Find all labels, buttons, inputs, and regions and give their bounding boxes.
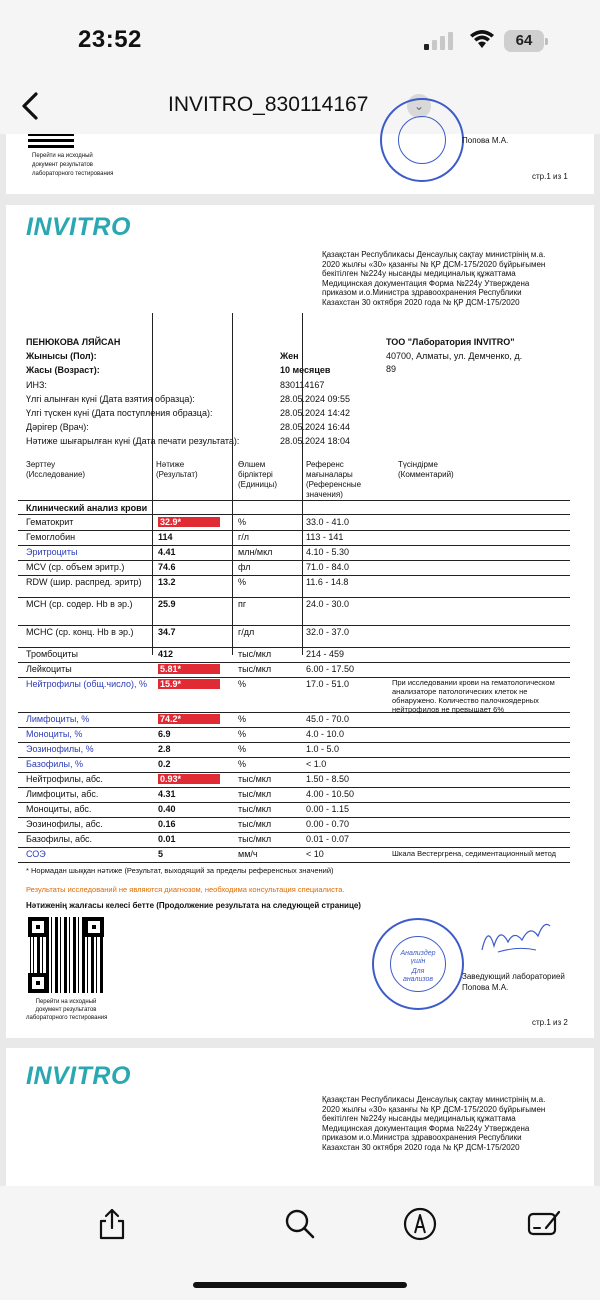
reference-range: 1.50 - 8.50: [306, 774, 350, 784]
reference-range: 214 - 459: [306, 649, 345, 659]
result-value: 15.9*: [158, 679, 220, 689]
result-value: 25.9: [158, 599, 176, 609]
header-test: Зерттеу (Исследование): [26, 460, 86, 479]
registration-text: Қазақстан Республикасы Денсаулық сақтау министрінің м.а. 2020 жылғы «30» қазанғы № ҚР ДСМ-175/2020 бұйрығымен бекітілген №224у нысанды медициналық құжаттама Медицинская документация Форма №224у Утверждена приказом и.о.Министра здравоохранения Республики Казахстан 30 октября 2020 года № ҚР ДСМ-175/2020: [322, 250, 546, 307]
chevron-down-icon[interactable]: ⌄: [407, 94, 431, 118]
row-divider: [18, 802, 570, 803]
test-name: MCH (ср. содер. Hb в эр.): [26, 599, 133, 609]
test-name: RDW (шир. распред. эритр): [26, 577, 142, 587]
test-name: Эозинофилы, абс.: [26, 819, 103, 829]
back-button[interactable]: [14, 88, 50, 124]
test-name[interactable]: Базофилы, %: [26, 759, 83, 769]
reference-range: 1.0 - 5.0: [306, 744, 340, 754]
result-value: 2.8: [158, 744, 171, 754]
inz-label: ИНЗ:: [26, 380, 47, 390]
unit: млн/мкл: [238, 547, 273, 557]
column-divider: [232, 313, 233, 655]
header-divider: [18, 500, 570, 501]
qr-caption: Перейти на исходный документ результатов лабораторного тестирования: [32, 153, 114, 177]
unit: тыс/мкл: [238, 819, 272, 829]
reference-range: 33.0 - 41.0: [306, 517, 350, 527]
unit: пг: [238, 599, 247, 609]
result-value: 0.40: [158, 804, 176, 814]
doctor-value: 28.05.2024 16:44: [280, 422, 351, 432]
unit: г/л: [238, 532, 250, 542]
row-divider: [18, 757, 570, 758]
result-value: 13.2: [158, 577, 176, 587]
page-number: стр.1 из 1: [532, 172, 568, 181]
reference-range: 17.0 - 51.0: [306, 679, 350, 689]
result-value: 34.7: [158, 627, 176, 637]
test-name[interactable]: Нейтрофилы (общ.число), %: [26, 679, 147, 689]
test-name: Лимфоциты, абс.: [26, 789, 99, 799]
unit: г/дл: [238, 627, 255, 637]
reference-range: 4.00 - 10.50: [306, 789, 355, 799]
row-divider: [18, 817, 570, 818]
signer-name: Попова М.А.: [462, 136, 509, 145]
unit: тыс/мкл: [238, 774, 272, 784]
status-bar: [0, 0, 600, 80]
invitro-logo: INVITRO: [26, 213, 131, 241]
test-name: Нейтрофилы, абс.: [26, 774, 103, 784]
reference-range: 4.10 - 5.30: [306, 547, 350, 557]
battery-indicator: 64: [504, 30, 544, 52]
markup-icon[interactable]: [402, 1206, 438, 1242]
patient-name: ПЕНЮКОВА ЛЯЙСАН: [26, 337, 121, 347]
neutrophils-comment: При исследовании крови на гематологическом анализаторе патологических клеток не обнаружено. Количество палочкоядерных нейтрофилов не превышает 6%: [392, 678, 555, 714]
unit: %: [238, 744, 247, 754]
footnote: * Нормадан шыққан нәтиже (Результат, выходящий за пределы референсных значений): [26, 866, 334, 875]
row-divider: [18, 597, 570, 598]
header-units: Өлшем бірліктері (Единицы): [238, 460, 278, 489]
clock: 23:52: [78, 26, 142, 53]
result-value: 0.16: [158, 819, 176, 829]
row-divider: [18, 832, 570, 833]
column-divider: [152, 313, 153, 655]
qr-code: [28, 134, 74, 148]
row-divider: [18, 772, 570, 773]
row-divider: [18, 575, 570, 576]
unit: %: [238, 714, 247, 724]
test-name: Гематокрит: [26, 517, 74, 527]
lab-address-line2: 89: [386, 364, 397, 374]
row-divider: [18, 560, 570, 561]
search-icon[interactable]: [282, 1206, 318, 1242]
section-divider: [18, 514, 570, 515]
unit: %: [238, 759, 247, 769]
result-value: 5.81*: [158, 664, 220, 674]
result-value: 412: [158, 649, 174, 659]
result-value: 74.6: [158, 562, 176, 572]
reference-range: 0.00 - 1.15: [306, 804, 350, 814]
taken-value: 28.05.2024 09:55: [280, 394, 351, 404]
nav-bar: [0, 80, 600, 134]
qr-code: [28, 917, 104, 993]
continued-note: Нәтиженің жалғасы келесі бетте (Продолжение результата на следующей странице): [26, 901, 361, 910]
result-value: 6.9: [158, 729, 171, 739]
unit: %: [238, 729, 247, 739]
document-title[interactable]: INVITRO_830114167: [168, 93, 369, 116]
result-value: 0.2: [158, 759, 171, 769]
signer-title: Заведующий лабораторией: [462, 972, 565, 981]
lab-address-line1: 40700, Алматы, ул. Демченко, д.: [386, 351, 523, 361]
test-name[interactable]: Лимфоциты, %: [26, 714, 90, 724]
unit: фл: [238, 562, 251, 572]
reference-range: 0.00 - 0.70: [306, 819, 350, 829]
lab-name: ТОО "Лаборатория INVITRO": [386, 337, 515, 347]
result-value: 114: [158, 532, 173, 542]
row-divider: [18, 847, 570, 848]
unit: тыс/мкл: [238, 834, 272, 844]
reference-range: 24.0 - 30.0: [306, 599, 350, 609]
reference-range: < 10: [306, 849, 324, 859]
next-page: [6, 1048, 594, 1186]
printed-label: Нәтиже шығарылған күні (Дата печати результата):: [26, 436, 240, 446]
reference-range: 4.0 - 10.0: [306, 729, 345, 739]
row-divider: [18, 662, 570, 663]
age-label: Жасы (Возраст):: [26, 365, 100, 375]
row-divider: [18, 727, 570, 728]
reference-range: 71.0 - 84.0: [306, 562, 350, 572]
test-name[interactable]: СОЭ: [26, 849, 46, 859]
unit: %: [238, 577, 247, 587]
unit: тыс/мкл: [238, 649, 272, 659]
received-value: 28.05.2024 14:42: [280, 408, 351, 418]
cellular-signal-icon: [424, 32, 458, 50]
reference-range: 45.0 - 70.0: [306, 714, 350, 724]
lab-stamp: Анализдер үшін Для анализов: [372, 918, 464, 1010]
result-value: 4.31: [158, 789, 176, 799]
result-value: 5: [158, 849, 164, 859]
signer-name: Попова М.А.: [462, 983, 509, 992]
result-value: 74.2*: [158, 714, 220, 724]
esr-comment: Шкала Вестергрена, седиментационный метод: [392, 849, 557, 858]
test-name: Тромбоциты: [26, 649, 79, 659]
unit: тыс/мкл: [238, 804, 272, 814]
test-name[interactable]: Эозинофилы, %: [26, 744, 94, 754]
test-name: Лейкоциты: [26, 664, 72, 674]
unit: тыс/мкл: [238, 664, 272, 674]
unit: %: [238, 517, 247, 527]
invitro-logo: INVITRO: [26, 1062, 131, 1090]
unit: тыс/мкл: [238, 789, 272, 799]
unit: мм/ч: [238, 849, 258, 859]
received-label: Үлгі түскен күні (Дата поступления образца):: [26, 408, 213, 418]
printed-value: 28.05.2024 18:04: [280, 436, 351, 446]
sex-label: Жынысы (Пол):: [26, 351, 97, 361]
qr-caption: Перейти на исходный документ результатов лабораторного тестирования: [26, 999, 108, 1021]
test-name: MCHC (ср. конц. Hb в эр.): [26, 627, 134, 637]
reference-range: 11.6 - 14.8: [306, 577, 349, 587]
age-value: 10 месяцев: [280, 365, 331, 375]
registration-text: Қазақстан Республикасы Денсаулық сақтау министрінің м.а. 2020 жылғы «30» қазанғы № ҚР ДСМ-175/2020 бұйрығымен бекітілген №224у нысанды медициналық құжаттама Медицинская документация Форма №224у Утверждена приказом и.о.Министра здравоохранения Республики Казахстан 30 октября 2020 года № ҚР ДСМ-175/2020: [322, 1095, 546, 1152]
reference-range: 6.00 - 17.50: [306, 664, 355, 674]
annotate-icon[interactable]: [526, 1206, 562, 1242]
test-name: MCV (ср. объем эритр.): [26, 562, 125, 572]
test-name: Базофилы, абс.: [26, 834, 93, 844]
disclaimer: Результаты исследований не являются диагнозом, необходима консультация специалиста.: [26, 885, 345, 894]
reference-range: 32.0 - 37.0: [306, 627, 350, 637]
column-divider: [302, 313, 303, 655]
row-divider: [18, 545, 570, 546]
result-value: 4.41: [158, 547, 176, 557]
row-divider: [18, 647, 570, 648]
header-reference: Референс мағыналары (Референсные значения): [306, 460, 362, 499]
taken-label: Үлгі алынған күні (Дата взятия образца):: [26, 394, 195, 404]
header-result: Нәтиже (Результат): [156, 460, 198, 479]
result-page: [6, 205, 594, 1038]
unit: %: [238, 679, 247, 689]
test-name[interactable]: Моноциты, %: [26, 729, 83, 739]
page-number: стр.1 из 2: [532, 1018, 568, 1027]
previous-page: [6, 134, 594, 194]
doctor-label: Дәрігер (Врач):: [26, 422, 89, 432]
header-comment: Түсіндірме (Комментарий): [398, 460, 454, 479]
test-name: Моноциты, абс.: [26, 804, 92, 814]
inz-value: 830114167: [280, 380, 325, 390]
row-divider: [18, 530, 570, 531]
home-indicator[interactable]: [193, 1282, 407, 1288]
row-divider: [18, 787, 570, 788]
sex-value: Жен: [280, 351, 299, 361]
signature: [478, 916, 558, 960]
result-value: 0.01: [158, 834, 176, 844]
reference-range: < 1.0: [306, 759, 327, 769]
result-value: 0.93*: [158, 774, 220, 784]
lab-stamp: [380, 98, 464, 182]
reference-range: 0.01 - 0.07: [306, 834, 350, 844]
row-divider: [18, 625, 570, 626]
reference-range: 113 - 141: [306, 532, 344, 542]
wifi-icon: [468, 28, 496, 50]
result-value: 32.9*: [158, 517, 220, 527]
section-title: Клинический анализ крови: [26, 503, 148, 513]
row-divider: [18, 862, 570, 863]
test-name[interactable]: Эритроциты: [26, 547, 78, 557]
share-icon[interactable]: [94, 1206, 130, 1242]
row-divider: [18, 742, 570, 743]
test-name: Гемоглобин: [26, 532, 76, 542]
